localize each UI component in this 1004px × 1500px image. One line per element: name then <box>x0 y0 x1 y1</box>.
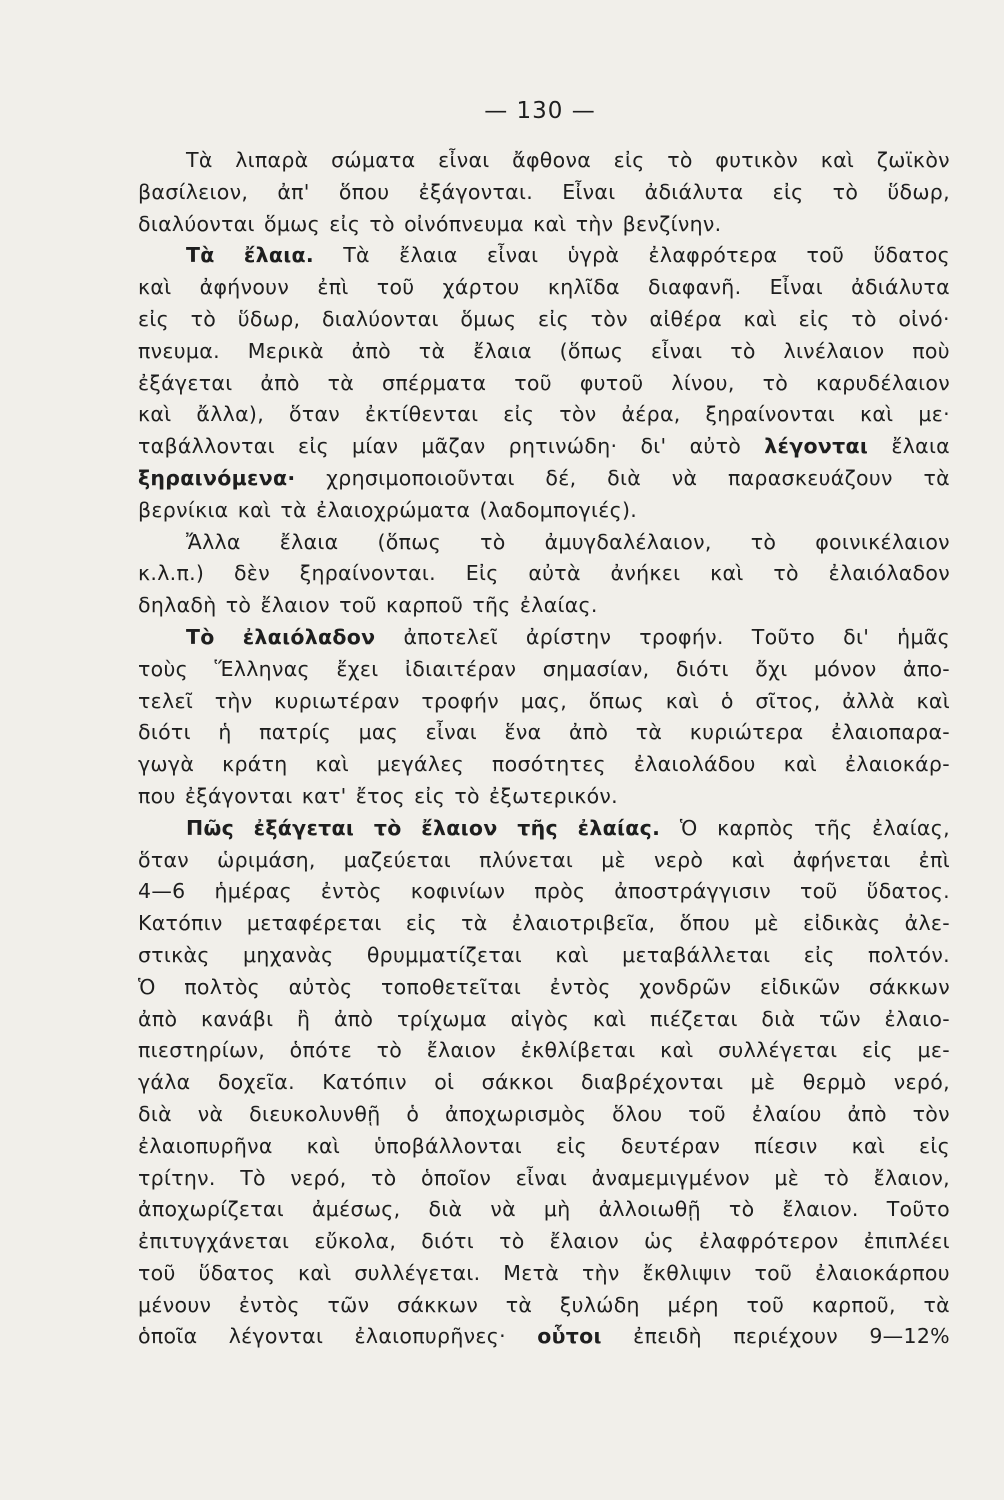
text-line: τοὺς Ἕλληνας ἔχει ἰδιαιτέραν σημασίαν, διότι ὄχι μόνον ἀπο- <box>138 656 950 681</box>
text-line: πνευμα. Μερικὰ ἀπὸ τὰ ἔλαια (ὅπως εἶναι τὸ λινέλαιον ποὺ <box>138 338 950 363</box>
text-line: Πῶς ἐξάγεται τὸ ἔλαιον τῆς ἐλαίας. Ὁ καρπὸς τῆς ἐλαίας, <box>186 815 950 840</box>
text-line: πιεστηρίων, ὁπότε τὸ ἔλαιον ἐκθλίβεται καὶ συλλέγεται εἰς με- <box>138 1038 950 1063</box>
text-line: Τὰ λιπαρὰ σώματα εἶναι ἄφθονα εἰς τὸ φυτικὸν καὶ ζωϊκὸν <box>186 148 950 172</box>
text-line: ἀποχωρίζεται ἀμέσως, διὰ νὰ μὴ ἀλλοιωθῇ τὸ ἔλαιον. Τοῦτο <box>138 1197 950 1222</box>
text-line: Τὸ ἐλαιόλαδον ἀποτελεῖ ἀρίστην τροφήν. Τοῦτο δι' ἡμᾶς <box>186 624 950 649</box>
text-line: τρίτην. Τὸ νερό, τὸ ὁποῖον εἶναι ἀναμεμιγμένον μὲ τὸ ἔλαιον, <box>138 1165 950 1190</box>
text-line: Τὰ ἔλαια. Τὰ ἔλαια εἶναι ὑγρὰ ἐλαφρότερα τοῦ ὕδατος <box>186 243 950 268</box>
text-line: μένουν ἐντὸς τῶν σάκκων τὰ ξυλώδη μέρη τοῦ καρποῦ, τὰ <box>138 1292 950 1317</box>
text-line: βερνίκια καὶ τὰ ἐλαιοχρώματα (λαδομπογιές). <box>138 497 638 522</box>
text-line: που ἐξάγονται κατ' ἔτος εἰς τὸ ἐξωτερικόν. <box>138 783 618 808</box>
text-line: καὶ ἄλλα), ὅταν ἐκτίθενται εἰς τὸν ἀέρα, ξηραίνονται καὶ με· <box>138 402 950 427</box>
text-line: γωγὰ κράτη καὶ μεγάλες ποσότητες ἐλαιολάδου καὶ ἐλαιοκάρ- <box>138 752 950 777</box>
text-line: ταβάλλονται εἰς μίαν μᾶζαν ρητινώδη· δι' αὐτὸ λέγονται ἔλαια <box>138 434 950 459</box>
page-number: — 130 — <box>484 98 596 124</box>
text-line: διὰ νὰ διευκολυνθῇ ὁ ἀποχωρισμὸς ὅλου τοῦ ἐλαίου ἀπὸ τὸν <box>138 1101 950 1126</box>
text-line: εἰς τὸ ὕδωρ, διαλύονται ὅμως εἰς τὸν αἰθέρα καὶ εἰς τὸ οἰνό· <box>138 306 950 331</box>
text-line: ὅταν ὡριμάση, μαζεύεται πλύνεται μὲ νερὸ καὶ ἀφήνεται ἐπὶ <box>138 847 950 872</box>
text-line: 4—6 ἡμέρας ἐντὸς κοφινίων πρὸς ἀποστράγγισιν τοῦ ὕδατος. <box>138 879 950 904</box>
text-line: Ὁ πολτὸς αὐτὸς τοποθετεῖται ἐντὸς χονδρῶν εἰδικῶν σάκκων <box>138 974 950 999</box>
text-line: ἐλαιοπυρῆνα καὶ ὑποβάλλονται εἰς δευτέραν πίεσιν καὶ εἰς <box>138 1133 950 1158</box>
text-line: βασίλειον, ἀπ' ὅπου ἐξάγονται. Εἶναι ἀδιάλυτα εἰς τὸ ὕδωρ, <box>138 179 950 204</box>
text-line: στικὰς μηχανὰς θρυμματίζεται καὶ μεταβάλλεται εἰς πολτόν. <box>138 942 950 967</box>
text-line: ἐξάγεται ἀπὸ τὰ σπέρματα τοῦ φυτοῦ λίνου, τὸ καρυδέλαιον <box>138 370 950 395</box>
text-line: ἐπιτυγχάνεται εὔκολα, διότι τὸ ἔλαιον ὡς ἐλαφρότερον ἐπιπλέει <box>138 1229 950 1254</box>
text-line: ὁποῖα λέγονται ἐλαιοπυρῆνες· οὗτοι ἐπειδὴ περιέχουν 9—12% <box>138 1324 950 1349</box>
text-line: ἀπὸ κανάβι ἢ ἀπὸ τρίχωμα αἰγὸς καὶ πιέζεται διὰ τῶν ἐλαιο- <box>138 1006 950 1031</box>
text-line: Ἄλλα ἔλαια (ὅπως τὸ ἀμυγδαλέλαιον, τὸ φοινικέλαιον <box>186 529 950 554</box>
text-line: διότι ἡ πατρίς μας εἶναι ἕνα ἀπὸ τὰ κυριώτερα ἐλαιοπαρα- <box>138 720 950 745</box>
text-line: κ.λ.π.) δὲν ξηραίνονται. Εἰς αὐτὰ ἀνήκει καὶ τὸ ἐλαιόλαδον <box>138 561 950 586</box>
text-line: καὶ ἀφήνουν ἐπὶ τοῦ χάρτου κηλῖδα διαφανῆ. Εἶναι ἀδιάλυτα <box>138 275 950 300</box>
text-line: ξηραινόμενα· χρησιμοποιοῦνται δέ, διὰ νὰ παρασκευάζουν τὰ <box>138 465 950 490</box>
text-line: δηλαδὴ τὸ ἔλαιον τοῦ καρποῦ τῆς ἐλαίας. <box>138 593 598 618</box>
text-line: τελεῖ τὴν κυριωτέραν τροφήν μας, ὅπως καὶ ὁ σῖτος, ἀλλὰ καὶ <box>138 688 950 713</box>
body-text <box>138 145 950 1353</box>
text-line: γάλα δοχεῖα. Κατόπιν οἱ σάκκοι διαβρέχονται μὲ θερμὸ νερό, <box>138 1070 950 1095</box>
text-line: Κατόπιν μεταφέρεται εἰς τὰ ἐλαιοτριβεῖα, ὅπου μὲ εἰδικὰς ἀλε- <box>138 911 950 936</box>
text-line: διαλύονται ὅμως εἰς τὸ οἰνόπνευμα καὶ τὴν βενζίνην. <box>138 211 722 236</box>
text-line: τοῦ ὕδατος καὶ συλλέγεται. Μετὰ τὴν ἔκθλιψιν τοῦ ἐλαιοκάρπου <box>138 1260 950 1285</box>
